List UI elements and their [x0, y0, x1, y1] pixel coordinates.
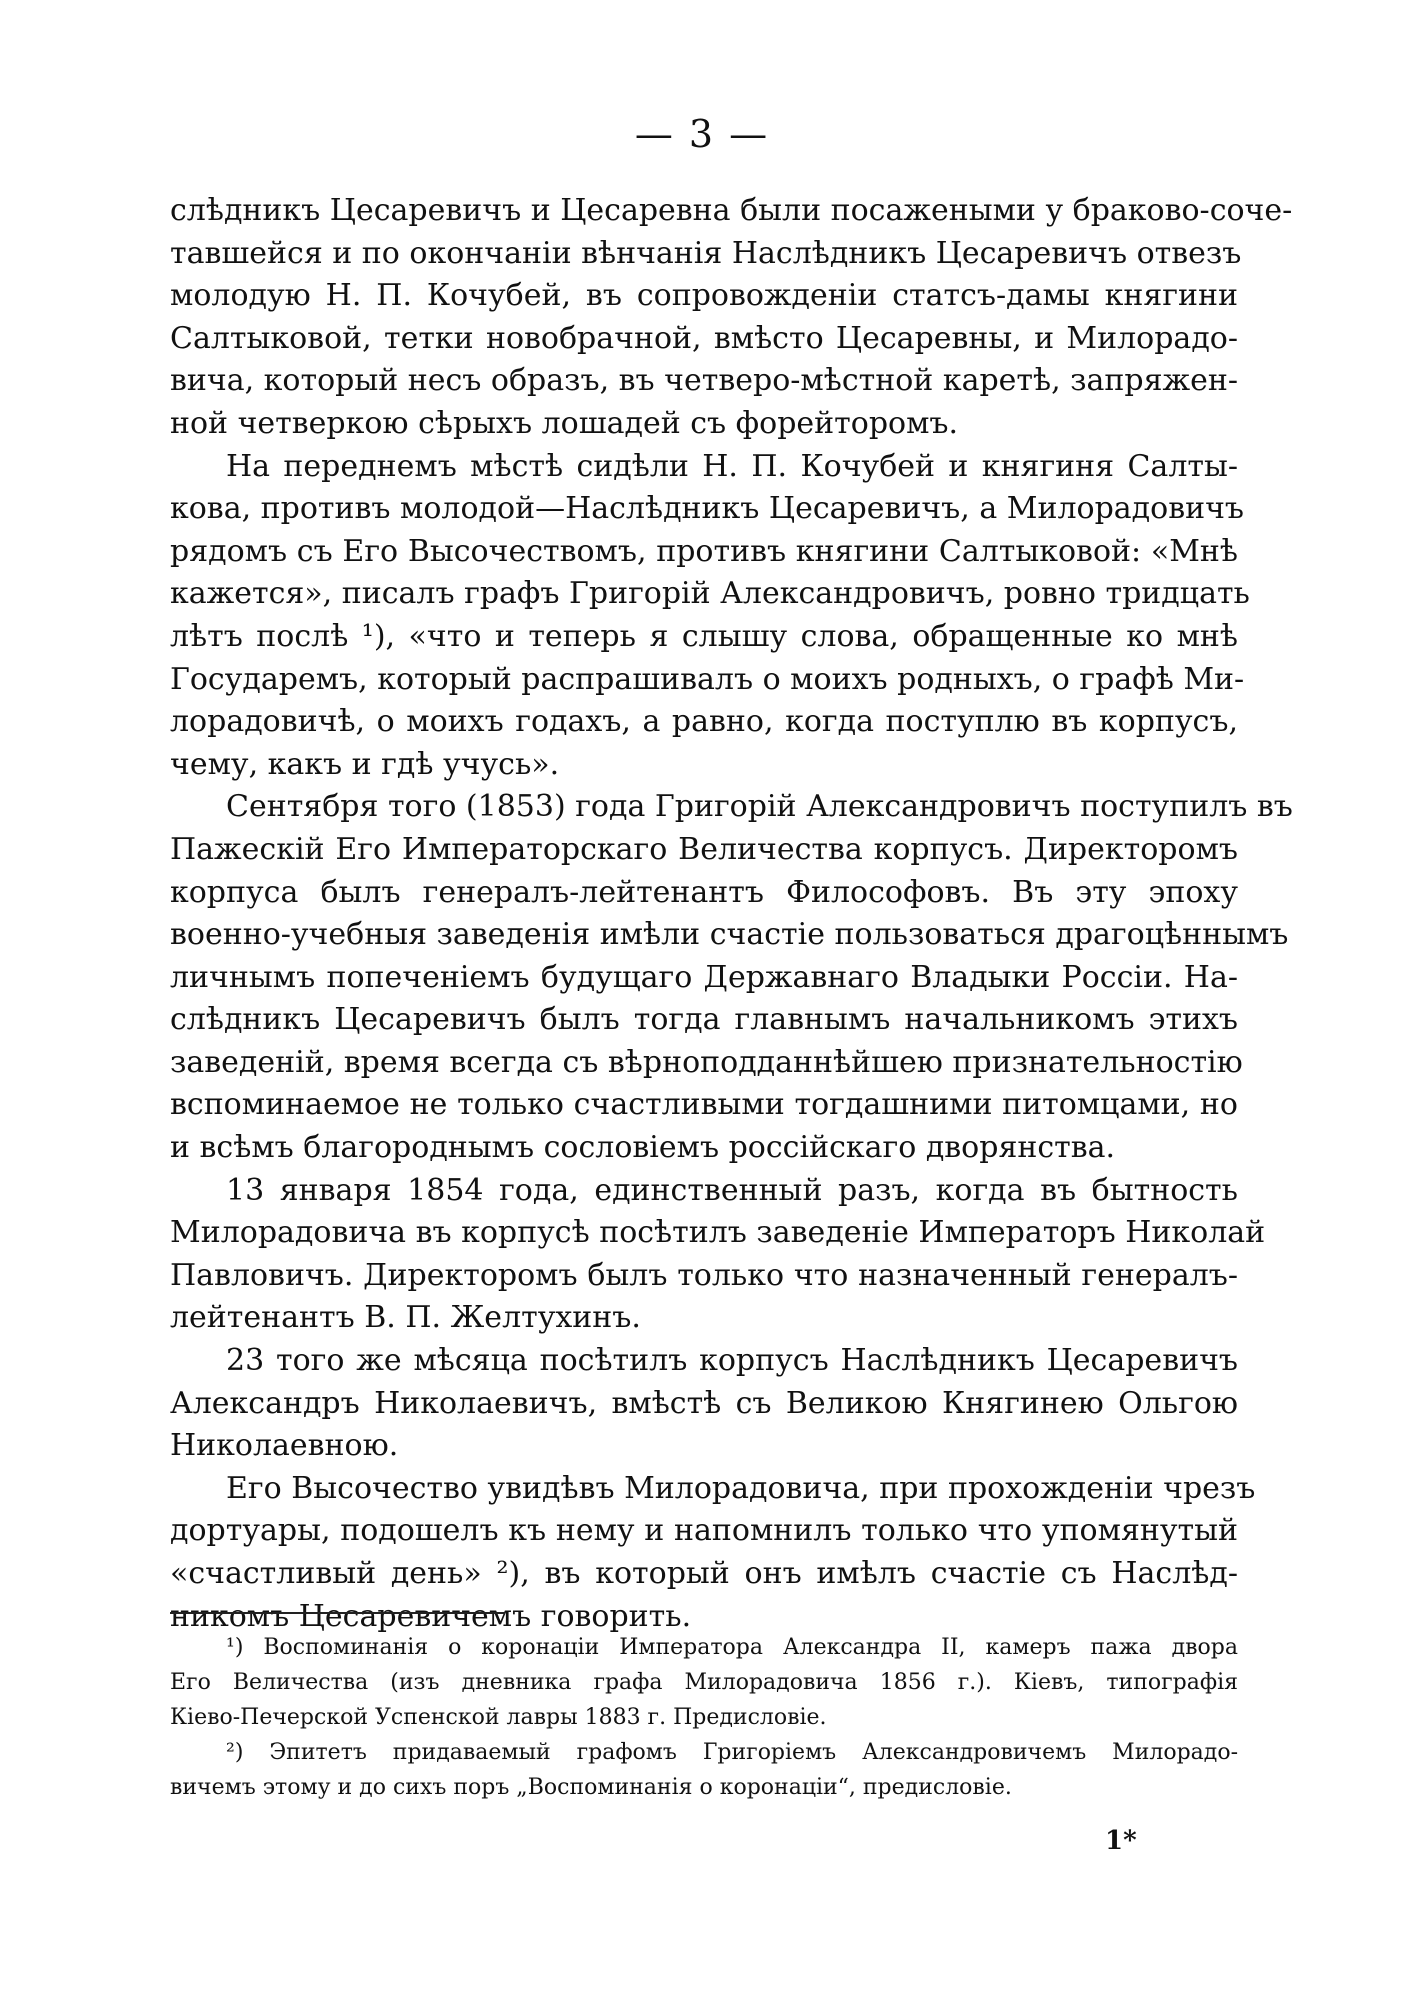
- text-line: Сентября того (1853) года Григорій Александровичъ поступилъ въ: [226, 789, 1293, 825]
- text-line: дортуары, подошелъ къ нему и напомнилъ только что упомянутый: [170, 1513, 1238, 1549]
- text-line: 23 того же мѣсяца посѣтилъ корпусъ Наслѣдникъ Цесаревичъ: [226, 1343, 1238, 1379]
- text-line: чему, какъ и гдѣ учусь».: [170, 746, 560, 782]
- text-line: тавшейся и по окончаніи вѣнчанія Наслѣдникъ Цесаревичъ отвезъ: [170, 235, 1242, 271]
- text-line: никомъ Цесаревичемъ говорить.: [170, 1598, 692, 1634]
- printer-signature: 1*: [1105, 1826, 1137, 1856]
- text-line: На переднемъ мѣстѣ сидѣли Н. П. Кочубей и княгиня Салты-: [226, 448, 1238, 484]
- text-line: слѣдникъ Цесаревичъ былъ тогда главнымъ начальникомъ этихъ: [170, 1002, 1238, 1038]
- text-line: слѣдникъ Цесаревичъ и Цесаревна были посажеными у браково-соче-: [170, 193, 1293, 228]
- footnote-line: Кіево-Печерской Успенской лавры 1883 г. Предисловіе.: [170, 1705, 827, 1730]
- text-line: ной четверкою сѣрыхъ лошадей съ форейторомъ.: [170, 405, 959, 441]
- paragraph-1: [170, 190, 1293, 446]
- text-line: военно-учебныя заведенія имѣли счастіе пользоваться драгоцѣннымъ: [170, 917, 1289, 953]
- text-line: Его Высочество увидѣвъ Милорадовича, при прохожденіи чрезъ: [226, 1470, 1256, 1506]
- text-line: Пажескій Его Императорскаго Величества корпусъ. Директоромъ: [170, 831, 1238, 867]
- page-number: — 3 —: [634, 112, 770, 156]
- text-line: Павловичъ. Директоромъ былъ только что назначенный генералъ-: [170, 1257, 1238, 1293]
- footnote-divider: [170, 1612, 505, 1614]
- text-line: Милорадовича въ корпусѣ посѣтилъ заведеніе Императоръ Николай: [170, 1215, 1266, 1251]
- text-line: Государемъ, который распрашивалъ о моихъ родныхъ, о графѣ Ми-: [170, 661, 1245, 697]
- text-line: заведеній, время всегда съ вѣрноподданнѣйшею признательностію: [170, 1044, 1243, 1080]
- text-line: лѣтъ послѣ ¹), «что и теперь я слышу слова, обращенные ко мнѣ: [170, 618, 1238, 654]
- text-line: вспоминаемое не только счастливыми тогдашними питомцами, но: [170, 1087, 1238, 1123]
- text-line: рядомъ съ Его Высочествомъ, противъ княгини Салтыковой: «Мнѣ: [170, 533, 1238, 569]
- footnote-line: ²) Эпитетъ придаваемый графомъ Григоріемъ Александровичемъ Милорадо-: [226, 1740, 1238, 1765]
- text-line: Николаевною.: [170, 1428, 399, 1464]
- text-line: вича, который несъ образъ, въ четверо-мѣстной каретѣ, запряжен-: [170, 363, 1239, 399]
- footnote-2: [170, 1735, 1238, 1805]
- paragraph-4: [170, 1170, 1266, 1340]
- paragraph-3: [170, 786, 1293, 1169]
- text-line: и всѣмъ благороднымъ сословіемъ россійскаго дворянства.: [170, 1130, 1116, 1166]
- text-line: лейтенантъ В. П. Желтухинъ.: [170, 1300, 641, 1336]
- footnote-line: ¹) Воспоминанія о коронаціи Императора Александра II, камеръ пажа двора: [226, 1635, 1238, 1660]
- text-line: молодую Н. П. Кочубей, въ сопровожденіи статсъ-дамы княгини: [170, 278, 1238, 314]
- paragraph-5: [170, 1340, 1238, 1468]
- footnote-line: Его Величества (изъ дневника графа Милорадовича 1856 г.). Кіевъ, типографія: [170, 1670, 1238, 1695]
- text-line: кажется», писалъ графъ Григорій Александровичъ, ровно тридцать: [170, 576, 1250, 612]
- text-line: 13 января 1854 года, единственный разъ, когда въ бытность: [226, 1172, 1238, 1208]
- text-line: Александръ Николаевичъ, вмѣстѣ съ Великою Княгинею Ольгою: [170, 1385, 1238, 1421]
- text-line: кова, противъ молодой—Наслѣдникъ Цесаревичъ, а Милорадовичъ: [170, 491, 1245, 527]
- footnotes: [170, 1630, 1238, 1805]
- text-line: «счастливый день» ²), въ который онъ имѣлъ счастіе съ Наслѣд-: [170, 1556, 1238, 1591]
- footnote-1: [170, 1630, 1238, 1735]
- text-line: лорадовичѣ, о моихъ годахъ, а равно, когда поступлю въ корпусъ,: [170, 704, 1238, 740]
- text-line: корпуса былъ генералъ-лейтенантъ Философовъ. Въ эту эпоху: [170, 874, 1238, 910]
- footnote-line: вичемъ этому и до сихъ поръ „Воспоминанія о коронаціи“, предисловіе.: [170, 1775, 1012, 1800]
- paragraph-2: [170, 446, 1250, 787]
- text-line: личнымъ попеченіемъ будущаго Державнаго Владыки Россіи. На-: [170, 959, 1238, 995]
- body-text: [170, 190, 1293, 1638]
- text-line: Салтыковой, тетки новобрачной, вмѣсто Цесаревны, и Милорадо-: [170, 320, 1238, 356]
